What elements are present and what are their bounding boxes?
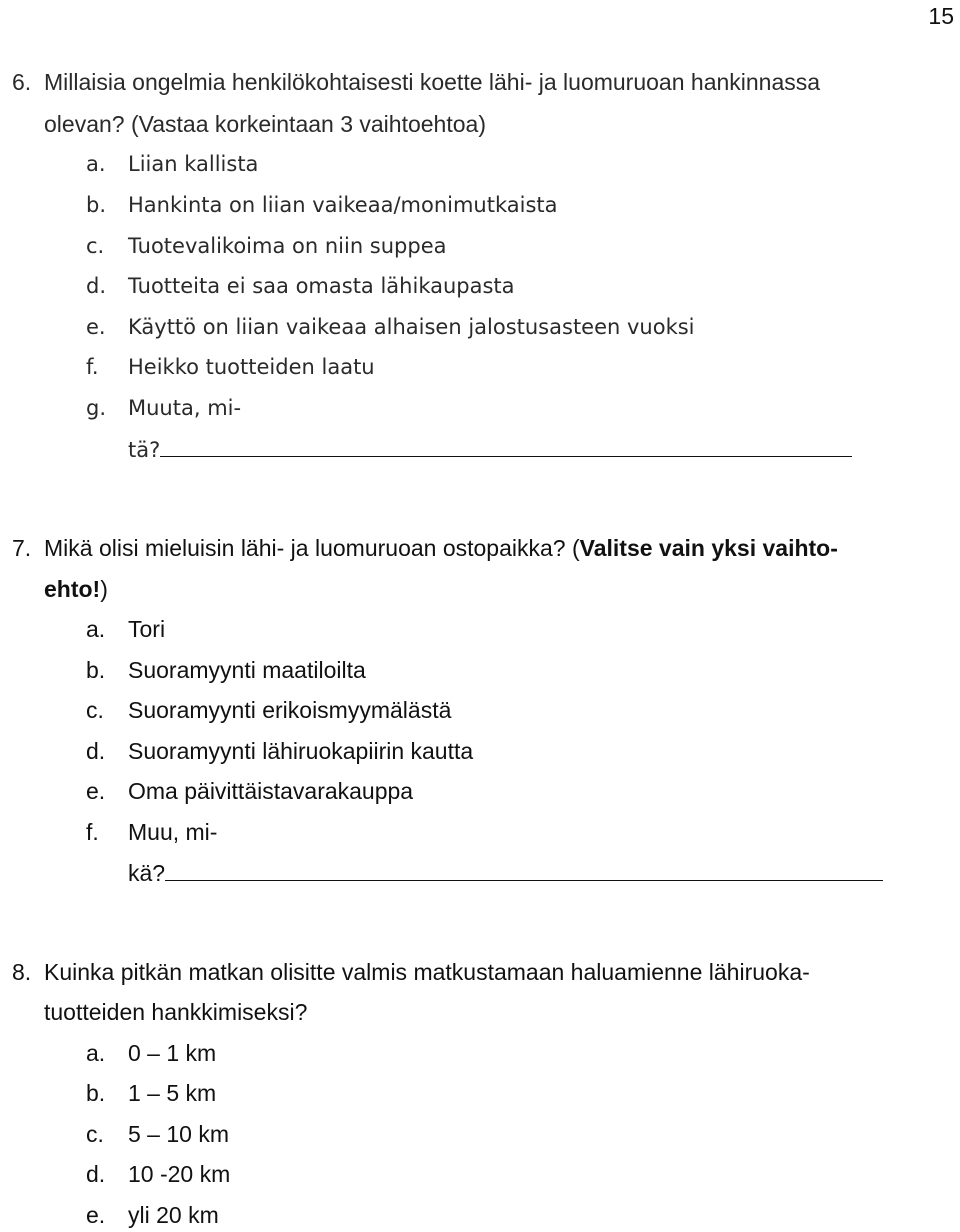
option-letter: e. (86, 778, 106, 804)
question-instruction-cont: ehto! (44, 576, 101, 602)
option-text-cont: tä? (128, 438, 161, 462)
question-text-cont: tuotteiden hankkimiseksi? (44, 999, 308, 1025)
option-letter: a. (86, 1040, 106, 1066)
option-text: Heikko tuotteiden laatu (128, 355, 375, 379)
question-text: Kuinka pitkän matkan olisitte valmis matkustamaan haluamienne lähiruoka- (44, 959, 810, 985)
question-text: Mikä olisi mieluisin lähi- ja luomuruoan ostopaikka? ( (44, 535, 580, 561)
option-text: Oma päivittäistavarakauppa (128, 778, 414, 804)
option-letter: b. (86, 657, 106, 683)
option-text: Muuta, mi- (128, 396, 242, 420)
option-text: Tori (128, 616, 166, 642)
option-text: Suoramyynti lähiruokapiirin kautta (128, 738, 474, 764)
question-instruction: Valitse vain yksi vaihto- (579, 535, 838, 561)
option-letter: a. (86, 616, 106, 642)
option-text: Hankinta on liian vaikeaa/monimutkaista (128, 193, 558, 217)
option-letter: f. (86, 819, 99, 845)
option-text: 10 -20 km (128, 1161, 231, 1187)
question-text-cont: olevan? (Vastaa korkeintaan 3 vaihtoehtoa) (44, 111, 486, 137)
option-text: Tuotteita ei saa omasta lähikaupasta (128, 274, 515, 298)
question-number: 8. (12, 959, 32, 985)
question-number: 6. (12, 69, 32, 95)
option-text: 5 – 10 km (128, 1121, 229, 1147)
option-text: Käyttö on liian vaikeaa alhaisen jalostusasteen vuoksi (128, 315, 695, 339)
question-text: Millaisia ongelmia henkilökohtaisesti koette lähi- ja luomuruoan hankinnassa (44, 69, 821, 95)
option-letter: c. (86, 697, 104, 723)
option-letter: g. (86, 396, 107, 420)
option-letter: a. (86, 152, 106, 176)
option-text: 1 – 5 km (128, 1080, 217, 1106)
answer-blank[interactable] (160, 436, 852, 457)
option-letter: d. (86, 1161, 106, 1187)
option-text-cont: kä? (128, 860, 166, 886)
option-letter: b. (86, 1080, 106, 1106)
option-letter: b. (86, 193, 107, 217)
option-letter: d. (86, 738, 106, 764)
option-letter: f. (86, 355, 99, 379)
page-number: 15 (928, 3, 954, 29)
option-text: Muu, mi- (128, 819, 218, 845)
option-text: 0 – 1 km (128, 1040, 217, 1066)
option-letter: c. (86, 1121, 104, 1147)
answer-blank[interactable] (165, 860, 883, 881)
option-text: Tuotevalikoima on niin suppea (128, 234, 447, 258)
option-letter: c. (86, 234, 105, 258)
question-text-cont: ) (100, 576, 108, 602)
option-letter: e. (86, 1202, 106, 1228)
question-number: 7. (12, 535, 32, 561)
option-text: Suoramyynti maatiloilta (128, 657, 366, 683)
option-text: yli 20 km (128, 1202, 219, 1228)
option-text: Suoramyynti erikoismyymälästä (128, 697, 452, 723)
option-text: Liian kallista (128, 152, 259, 176)
option-letter: d. (86, 274, 107, 298)
option-letter: e. (86, 315, 106, 339)
